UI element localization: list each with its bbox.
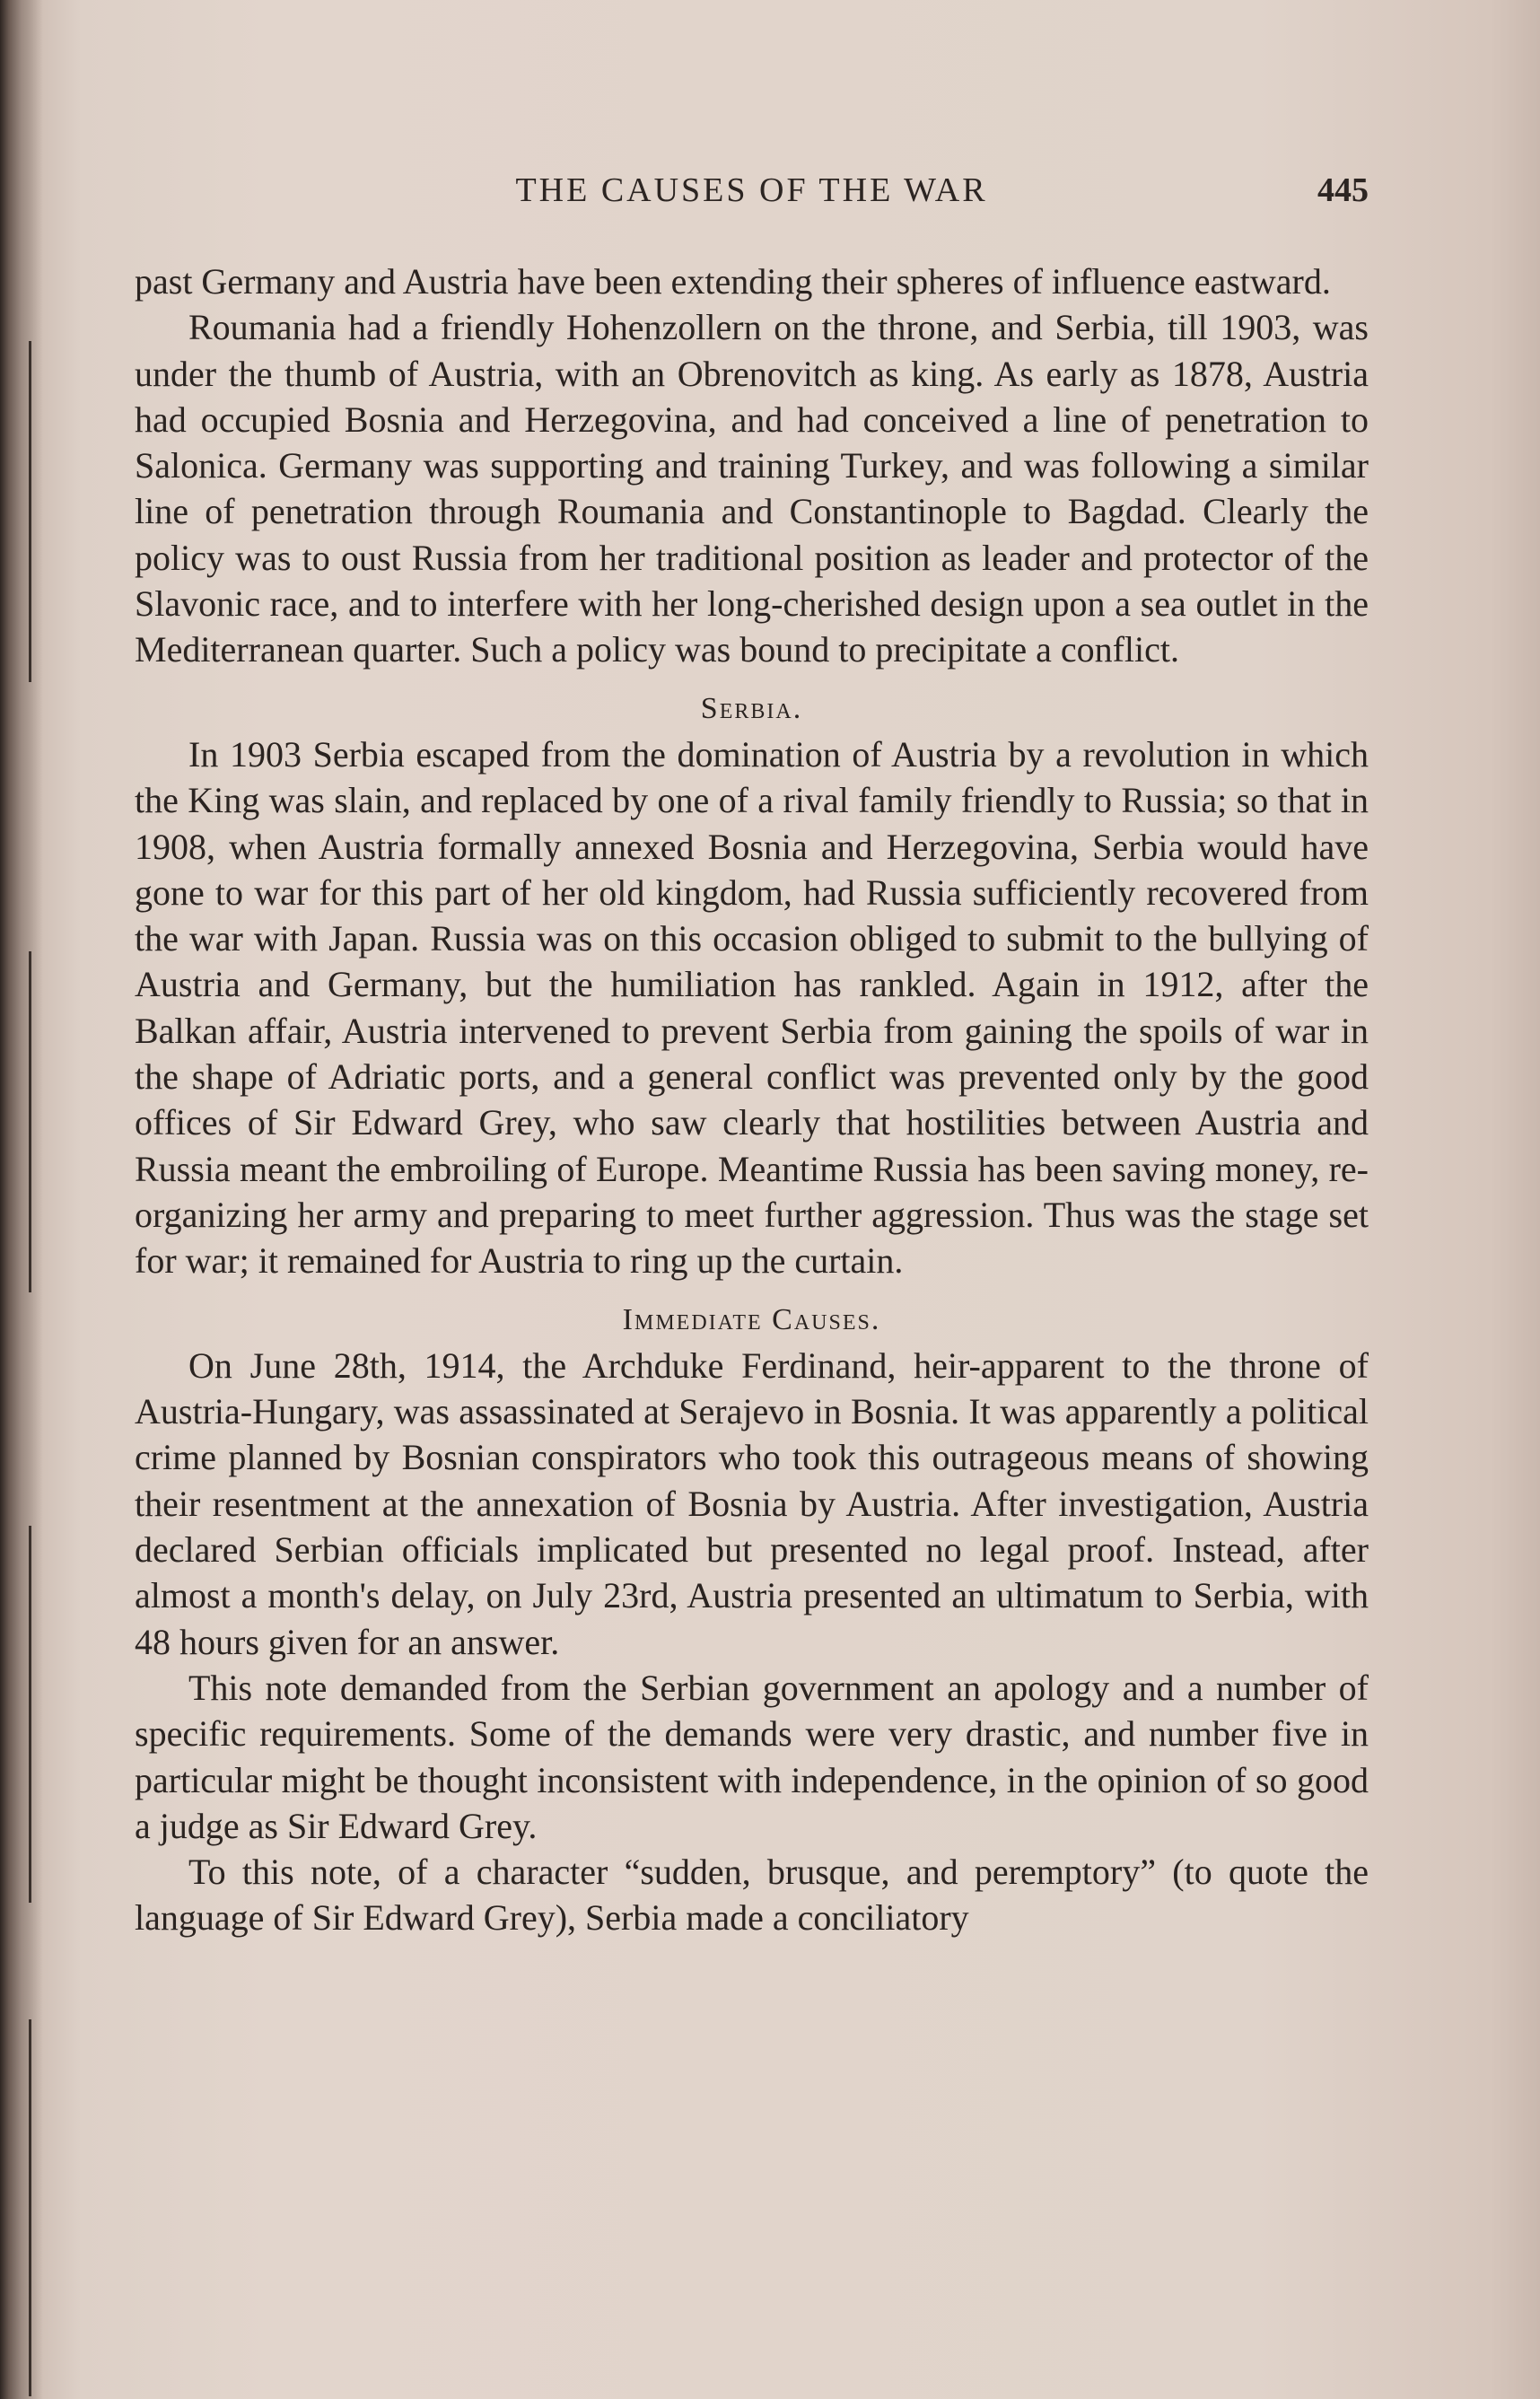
paragraph: This note demanded from the Serbian government an apology and a number of specific requirements. Some of the demands were very drastic, and number five in particular might be thought inconsistent with independence, in the opinion of so good a judge as Sir Edward Grey. xyxy=(135,1667,1369,1846)
paragraph: In 1903 Serbia escaped from the domination of Austria by a revolution in which the King was slain, and replaced by one of a rival family friendly to Russia; so that in 1908, when Austria formally annexed Bosnia and Herzegovina, Serbia would have gone to war for this part of her old kingdom, had Russia sufficiently recovered from the war with Japan. Russia was on this occasion obliged to submit to the bullying of Austria and Germany, but the humiliation has rankled. Again in 1912, after the Balkan affair, Austria intervened to prevent Serbia from gaining the spoils of war in the shape of Adriatic ports, and a general conflict was prevented only by the good offices of Sir Edward Grey, who saw clearly that hostilities between Austria and Russia meant the embroiling of Europe. Meantime Russia has been saving money, re-organizing her army and preparing to meet further aggression. Thus was the stage set for war; it remained for Austria to ring up the curtain. xyxy=(135,733,1369,1282)
page-header xyxy=(135,171,1369,224)
gutter-edge xyxy=(29,2019,31,2396)
gutter-edge xyxy=(29,341,31,682)
paragraph: Roumania had a friendly Hohenzollern on the throne, and Serbia, till 1903, was under the thumb of Austria, with an Obrenovitch as king. As early as 1878, Austria had occupied Bosnia and Herzegovina, and had conceived a line of penetration to Salonica. Germany was supporting and training Turkey, and was following a similar line of penetration through Roumania and Constantinople to Bagdad. Clearly the policy was to oust Russia from her traditional position as leader and protector of the Slavonic race, and to interfere with her long-cherished design upon a sea outlet in the Mediterranean quarter. Such a policy was bound to precipitate a conflict. xyxy=(135,307,1369,670)
paragraph: past Germany and Austria have been extending their spheres of influence eastward. xyxy=(135,261,1331,302)
page-gutter xyxy=(0,0,43,2399)
gutter-edge xyxy=(29,1526,31,1903)
section-heading-serbia: Serbia. xyxy=(700,691,803,725)
body-text xyxy=(135,258,1369,1941)
paragraph: To this note, of a character “sudden, brusque, and peremptory” (to quote the language of Sir Edward Grey), Serbia made a conciliatory xyxy=(135,1852,1369,1939)
paragraph: On June 28th, 1914, the Archduke Ferdinand, heir-apparent to the throne of Austria-Hungary, was assassinated at Serajevo in Bosnia. It was apparently a political crime planned by Bosnian conspirators who took this outrageous means of showing their resentment at the annexation of Bosnia by Austria. After investigation, Austria declared Serbian officials implicated but presented no legal proof. Instead, after almost a month's delay, on July 23rd, Austria presented an ultimatum to Serbia, with 48 hours given for an answer. xyxy=(135,1344,1369,1662)
gutter-edge xyxy=(29,951,31,1292)
section-heading-immediate-causes: Immediate Causes. xyxy=(622,1302,881,1336)
running-title: THE CAUSES OF THE WAR xyxy=(515,171,988,209)
page-number: 445 xyxy=(1317,171,1369,209)
